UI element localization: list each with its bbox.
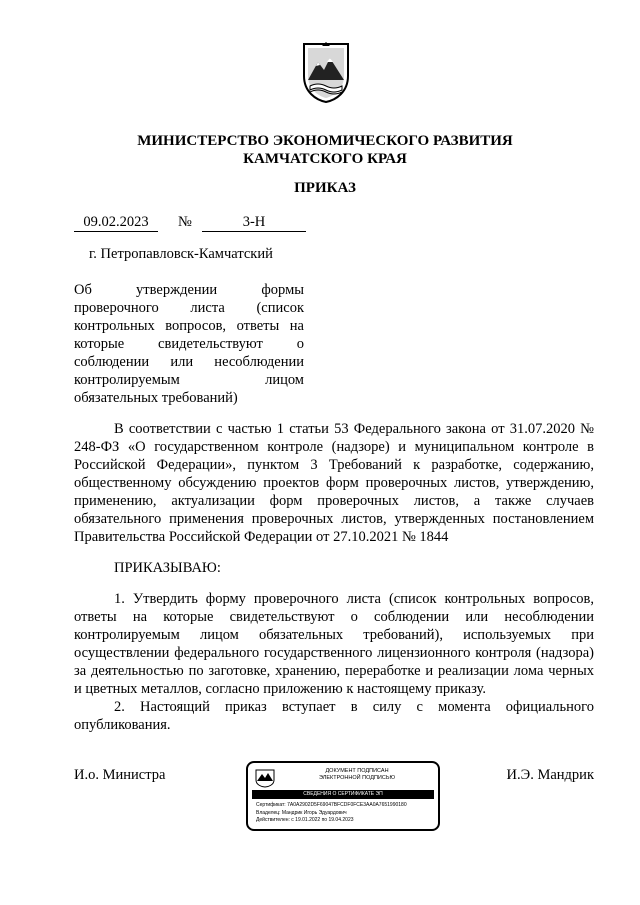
stamp-certificate-band: СВЕДЕНИЯ О СЕРТИФИКАТЕ ЭП [252,790,434,799]
order-items [74,590,594,734]
stamp-details [256,802,434,825]
ministry-name-line-2: КАМЧАТСКОГО КРАЯ [243,151,407,167]
number-sign: № [178,214,192,230]
order-word: ПРИКАЗЫВАЮ: [114,560,221,576]
order-item-1: 1. Утвердить форму проверочного листа (список контрольных вопросов, ответы на которые свидетельствуют о соблюдении или несоблюдении контролируемым лицом обязательных требований), используемых при осуществлении федерального государственного лицензионного контроля (надзора) за деятельностью по заготовке, хранению, переработке и реализации лома черных и цветных металлов, согласно приложению к настоящему приказу. [74,591,594,697]
signatory-position: И.о. Министра [74,767,166,783]
document-subject: Об утверждении формы проверочного листа (список контрольных вопросов, ответы на которые свидетельствуют о соблюдении или несоблюдении контролируемым лицом обязательных требований) [74,282,304,406]
stamp-title-line-2: ЭЛЕКТРОННОЙ ПОДПИСЬЮ [318,775,396,781]
stamp-title [282,768,432,782]
city: г. Петропавловск-Камчатский [89,246,273,262]
signatory-name: И.Э. Мандрик [506,767,594,783]
document-number: 3-Н [202,214,306,232]
kamchatka-coat-of-arms-icon [300,40,352,104]
stamp-cert-value: 7A0A2902D5F69047BFCDF0FCE3AA0A7651990180 [287,802,407,808]
stamp-title-line-1: ДОКУМЕНТ ПОДПИСАН [325,768,389,774]
document-date: 09.02.2023 [74,214,158,232]
order-item-2: 2. Настоящий приказ вступает в силу с момента официального опубликования. [74,699,594,733]
stamp-cert-row [256,802,434,810]
document-type: ПРИКАЗ [294,180,356,196]
electronic-signature-stamp [246,761,440,831]
stamp-owner-value: Мандрик Игорь Эдуардович [281,809,347,816]
coat-of-arms-icon [254,768,276,788]
stamp-owner-label: Владелец: [256,809,281,816]
ministry-name [60,132,590,168]
stamp-valid-label: Действителен: [256,817,290,823]
stamp-owner-row [256,810,434,818]
stamp-cert-label: Сертификат: [256,802,286,808]
stamp-valid-row [256,817,434,825]
stamp-valid-value: с 19.01.2022 по 19.04.2023 [291,817,354,823]
preamble-paragraph: В соответствии с частью 1 статьи 53 Федерального закона от 31.07.2020 № 248-ФЗ «О государственном контроле (надзоре) и муниципальном контроле в Российской Федерации», пунктом 3 Требований к разработке, содержанию, общественному обсуждению проектов форм проверочных листов, утверждению, применению, актуализации форм проверочных листов, а также случаев обязательного применения проверочных листов, утвержденных постановлением Правительства Российской Федерации от 27.10.2021 № 1844 [74,421,594,545]
ministry-name-line-1: МИНИСТЕРСТВО ЭКОНОМИЧЕСКОГО РАЗВИТИЯ [137,133,513,149]
